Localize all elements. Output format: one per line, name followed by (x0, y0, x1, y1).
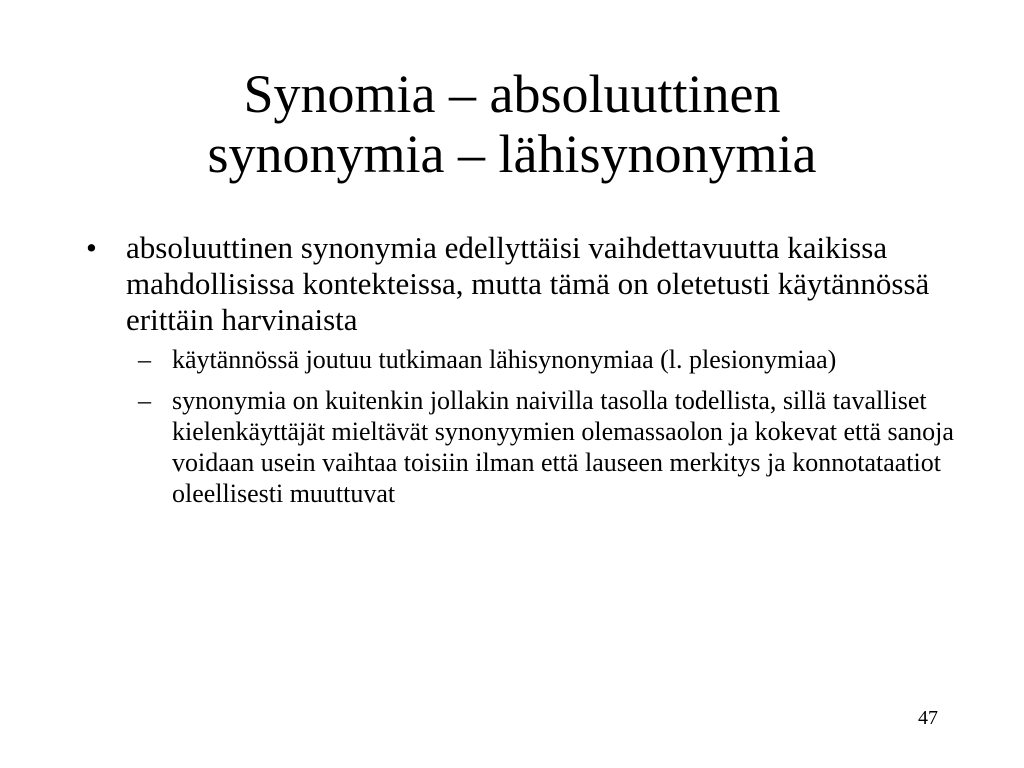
slide-title (0, 64, 1024, 184)
page-number: 47 (918, 707, 938, 729)
sub-bullet-marker: – (138, 345, 151, 374)
sub-bullet-text: synonymia on kuitenkin jollakin naivilla tasolla todellista, sillä tavalliset kielenkäyttäjät mieltävät synonyymien olemassaolon ja kokevat että sanoja voidaan usein vaihtaa toisiin ilman että lauseen merkitys ja konnotataatiot oleellisesti muuttuvat (172, 386, 954, 508)
sub-bullet-text: käytännössä joutuu tutkimaan lähisynonymiaa (l. plesionymiaa) (172, 345, 837, 374)
bullet-text: absoluuttinen synonymia edellyttäisi vaihdettavuutta kaikissa mahdollisissa kontekteissa, mutta tämä on oletetusti käytännössä erittäin harvinaista (126, 230, 930, 337)
slide-body (86, 230, 956, 519)
sub-bullet-marker: – (138, 386, 151, 415)
slide-title-line-1: Synomia – absoluuttinen (243, 64, 781, 124)
sub-bullet-item (86, 344, 956, 375)
sub-bullet-item (86, 385, 956, 509)
bullet-item (86, 230, 956, 338)
slide-title-line-2: synonymia – lähisynonymia (207, 124, 817, 184)
bullet-marker: • (86, 230, 97, 265)
sub-bullet-list (86, 344, 956, 509)
